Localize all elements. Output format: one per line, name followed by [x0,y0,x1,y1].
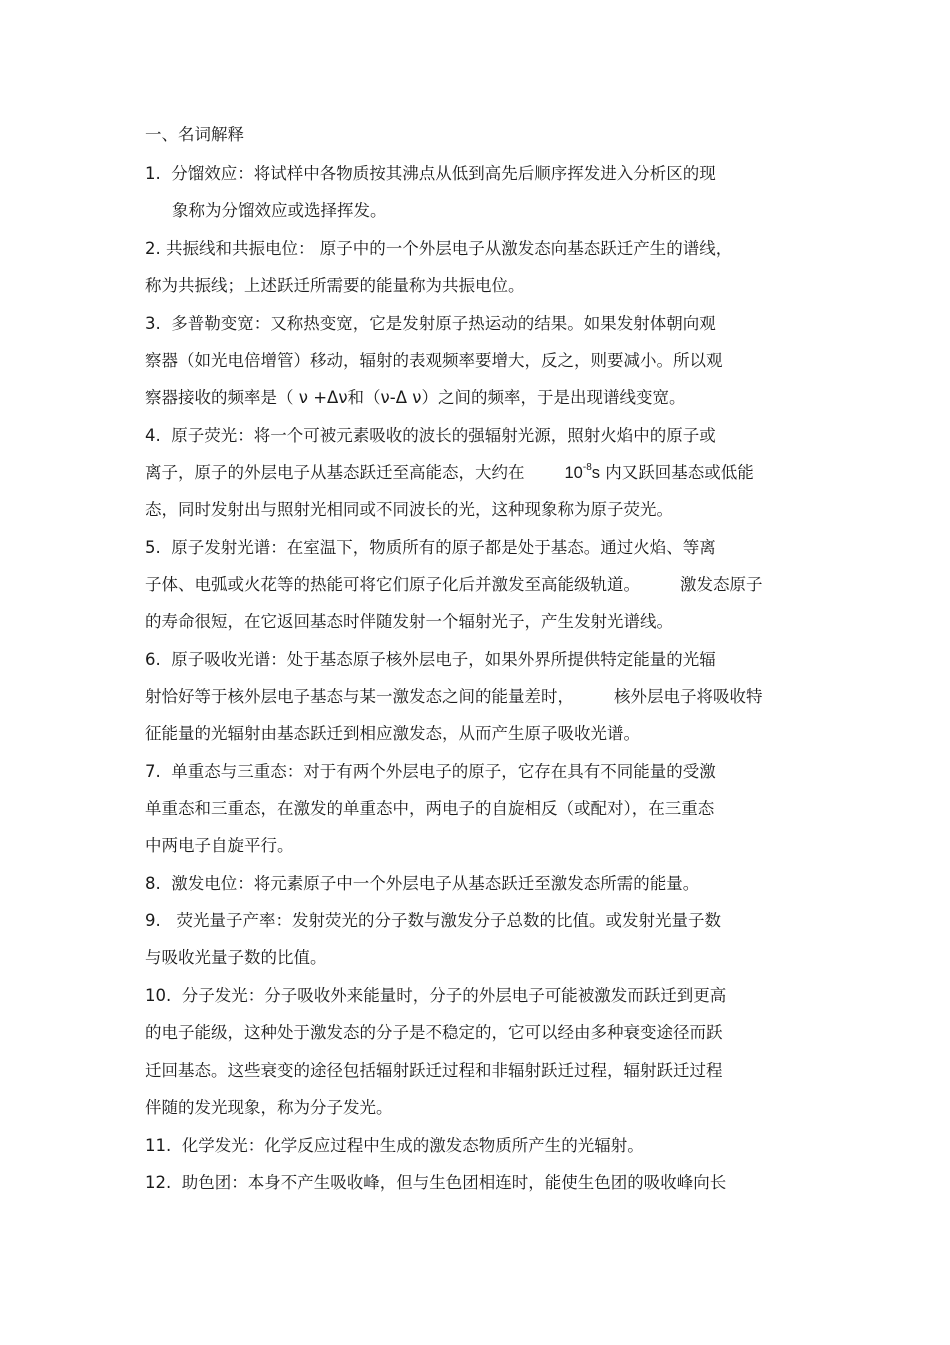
term-9-line-2: 与吸收光量子数的比值。 [145,948,327,967]
term-text: 分馏效应：将试样中各物质按其沸点从低到高先后顺序挥发进入分析区的现 [171,164,716,183]
term-text: 激发态原子 [680,575,763,594]
term-4-line-3: 态，同时发射出与照射光相同或不同波长的光，这种现象称为原子荧光。 [145,500,673,519]
term-text: 单重态与三重态：对于有两个外层电子的原子，它存在具有不同能量的受激 [171,762,716,781]
term-text: 原子吸收光谱：处于基态原子核外层电子，如果外界所提供特定能量的光辐 [171,650,716,669]
term-12-line-1 [145,1173,726,1193]
term-4-line-1 [145,426,716,446]
term-text: 共振线和共振电位： 原子中的一个外层电子从激发态向基态跃迁产生的谱线， [166,239,733,258]
term-text: 射恰好等于核外层电子基态与某一激发态之间的能量差时， [145,687,574,706]
term-text: 内又跃回基态或低能 [600,463,754,482]
term-8-line-1 [145,874,699,894]
term-number: 12. [145,1173,172,1192]
term-text: 分子发光：分子吸收外来能量时，分子的外层电子可能被激发而跃迁到更高 [181,986,727,1005]
term-number: 3. [145,314,161,333]
term-10-line-4: 伴随的发光现象，称为分子发光。 [145,1098,393,1117]
term-10-line-2: 的电子能级，这种处于激发态的分子是不稳定的，它可以经由多种衰变途径而跃 [145,1023,723,1042]
term-1-line-1 [145,164,716,184]
term-text: 助色团：本身不产生吸收峰，但与生色团相连时，能使生色团的吸收峰向长 [181,1173,727,1192]
term-number: 9. [145,911,161,930]
term-number: 8. [145,874,161,893]
term-text: 子体、电弧或火花等的热能可将它们原子化后并激发至高能级轨道。 [145,575,640,594]
term-1-line-2: 象称为分馏效应或选择挥发。 [172,201,387,220]
term-number: 6. [145,650,161,669]
term-7-line-3: 中两电子自旋平行。 [145,836,294,855]
term-10-line-3: 迁回基态。这些衰变的途径包括辐射跃迁过程和非辐射跃迁过程，辐射跃迁过程 [145,1061,723,1080]
term-3-line-3: 察器接收的频率是（ ν +Δν和（ν-Δ ν）之间的频率，于是出现谱线变宽。 [145,388,686,407]
term-2-line-1 [145,239,732,259]
term-number: 11. [145,1136,172,1155]
term-text: 核外层电子将吸收特 [614,687,763,706]
term-5-line-3: 的寿命很短，在它返回基态时伴随发射一个辐射光子，产生发射光谱线。 [145,612,673,631]
term-text: 原子发射光谱：在室温下，物质所有的原子都是处于基态。通过火焰、等离 [171,538,716,557]
term-number: 1. [145,164,161,183]
term-9-line-1 [145,911,721,931]
term-7-line-2: 单重态和三重态，在激发的单重态中，两电子的自旋相反（或配对），在三重态 [145,799,715,818]
term-6-line-3: 征能量的光辐射由基态跃迁到相应激发态，从而产生原子吸收光谱。 [145,724,640,743]
section-heading: 一、名词解释 [145,125,244,144]
term-5-line-1 [145,538,716,558]
term-number: 4. [145,426,161,445]
term-number: 7. [145,762,161,781]
term-10-line-1 [145,986,726,1006]
term-4-line-2 [145,463,754,483]
exponent: -8 [582,462,592,473]
term-text: 离子，原子的外层电子从基态跃迁至高能态，大约在 [145,463,525,482]
term-text: 荧光量子产率：发射荧光的分子数与激发分子总数的比值。或发射光量子数 [176,911,721,930]
unit-seconds: s [591,464,601,482]
term-11-line-1 [145,1136,644,1156]
term-text: 化学发光：化学反应过程中生成的激发态物质所产生的光辐射。 [181,1136,644,1155]
term-5-line-2 [145,575,763,595]
exponent-base: 10 [564,464,583,482]
term-2-line-2: 称为共振线；上述跃迁所需要的能量称为共振电位。 [145,276,525,295]
term-6-line-2 [145,687,763,707]
term-text: 原子荧光：将一个可被元素吸收的波长的强辐射光源，照射火焰中的原子或 [171,426,716,445]
term-6-line-1 [145,650,716,670]
term-3-line-2: 察器（如光电倍增管）移动，辐射的表观频率要增大，反之，则要减小。所以观 [145,351,723,370]
term-number: 10. [145,986,172,1005]
term-text: 激发电位：将元素原子中一个外层电子从基态跃迁至激发态所需的能量。 [171,874,700,893]
term-text: 多普勒变宽：又称热变宽，它是发射原子热运动的结果。如果发射体朝向观 [171,314,716,333]
term-3-line-1 [145,314,716,334]
term-number: 5. [145,538,161,557]
term-number: 2. [145,239,161,258]
term-7-line-1 [145,762,716,782]
